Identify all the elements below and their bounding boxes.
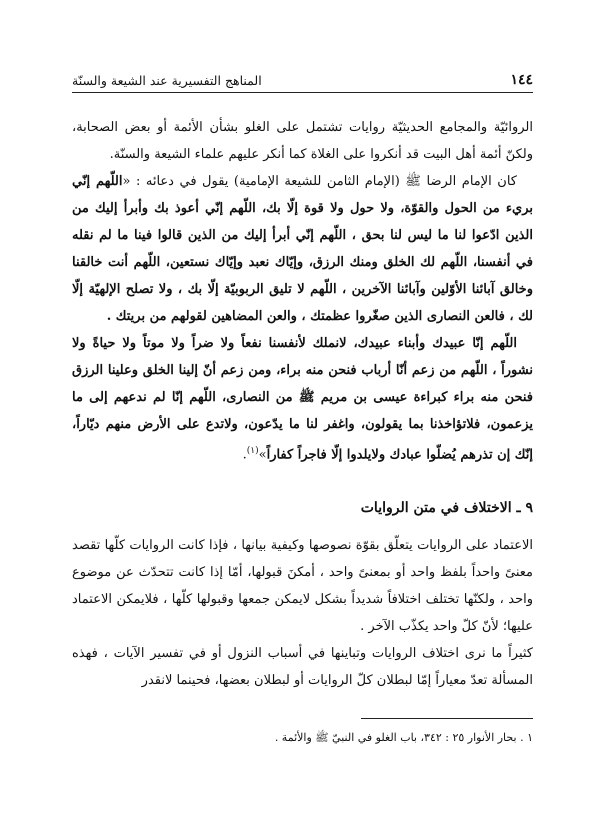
page-header xyxy=(72,66,533,88)
paragraph xyxy=(72,114,533,168)
prayer-intro: كان الإمام الرضا ﷺ (الإمام الثامن للشيعة الإمامية) يقول في دعائه : « xyxy=(122,174,517,189)
section-text-block xyxy=(72,532,533,694)
prayer-quote: اللّهم إنّي بريء من الحول والقوّة، ولا حول ولا قوة إلّا بك، اللّهم إنّي أعوذ بك وأبرأ إليك من الذين ادّعوا لنا ما ليس لنا بحق ، اللّهم إنّي أبرأ إليك من الذين قالوا فينا ما لم نقله في أنفسنا، اللّهم لك الخلق ومنك الرزق، وإيّاك نعبد وإيّاك نستعين، اللّهم أنت خالقنا وخالق آبائنا الأوّلين وآبائنا الآخرين ، اللّهم لا تليق الربوبيّة إلّا بك ، ولا تصلح الإلهيّة إلّا لك ، فالعن النصارى الذين صغّروا عظمتك ، والعن المضاهين لقولهم من بريتك . xyxy=(72,174,533,324)
header-divider xyxy=(72,92,533,93)
sentence-end: . xyxy=(242,447,247,463)
footnote-ref: (١) xyxy=(246,446,259,456)
paragraph: الاعتماد على الروايات يتعلّق بقوّة نصوصها وكيفية بيانها ، فإذا كانت الروايات كلّها تقصد معنىً واحداً بلفظ واحد أو بمعنىً واحد ، أمكنَ قبولها، أمّا إذا كانت تتحدّث عن موضوع واحد ، ولكنّها تختلف اختلافاً شديداً بشكل لايمكن جمعها وقبولها كلّها ، فلايمكن الاعتماد عليها؛ لأنّ كلّ واحد يكذّب الآخر . xyxy=(72,538,533,634)
text-line: ولكنّ أئمة أهل البيت قد أنكروا على الغلاة كما أنكر عليهم علماء الشيعة والسنّة. xyxy=(109,147,533,162)
paragraph: كثيراً ما نرى اختلاف الروايات وتباينها في أسباب النزول أو في تفسير الآيات ، فهذه المسألة تعدّ معياراً إمّا لبطلان كلّ الروايات أو لبطلان بعضها، فحينما لانقدر xyxy=(72,646,533,688)
main-text-block xyxy=(72,114,533,468)
paragraph-prayer-continued xyxy=(72,330,533,468)
footnote-divider xyxy=(361,718,533,719)
prayer-quote-continued: اللّهم إنّا عبيدك وأبناء عبيدك، لانملك لأنفسنا نفعاً ولا ضراً ولا موتاً ولا حياةً ولا نشوراً ، اللّهم من زعم أنّا أرباب فنحن منه براء، ومن زعم أنّ إلينا الخلق وعلينا الرزق فنحن منه براء كبراءة عيسى بن مريم ﷺ من النصارى، اللّهم إنّا لم ندعهم إلى ما يزعمون، فلاتؤاخذنا بما يقولون، واغفر لنا ما يدّعون، ولاتدع على الأرض منهم ديّاراً، إنّك إن تذرهم يُضلّوا عبادك ولايلدوا إلّا فاجراً كفاراً xyxy=(72,336,533,463)
section-heading: ٩ ـ الاختلاف في متن الروايات xyxy=(360,500,533,516)
footnote: ١ . بحار الأنوار ٢٥ : ٣٤٢، باب الغلو في النبيّ ﷺ والأئمة . xyxy=(274,731,533,744)
running-title: المناهج التفسيرية عند الشيعة والسنّة xyxy=(72,73,262,88)
page-number: ١٤٤ xyxy=(510,72,533,88)
text-line: الروائيّة والمجامع الحديثيّة روايات تشتمل على الغلو بشأن الأئمة أو بعض الصحابة، xyxy=(72,120,533,135)
quote-close: » xyxy=(258,447,267,463)
paragraph-prayer xyxy=(72,168,533,330)
